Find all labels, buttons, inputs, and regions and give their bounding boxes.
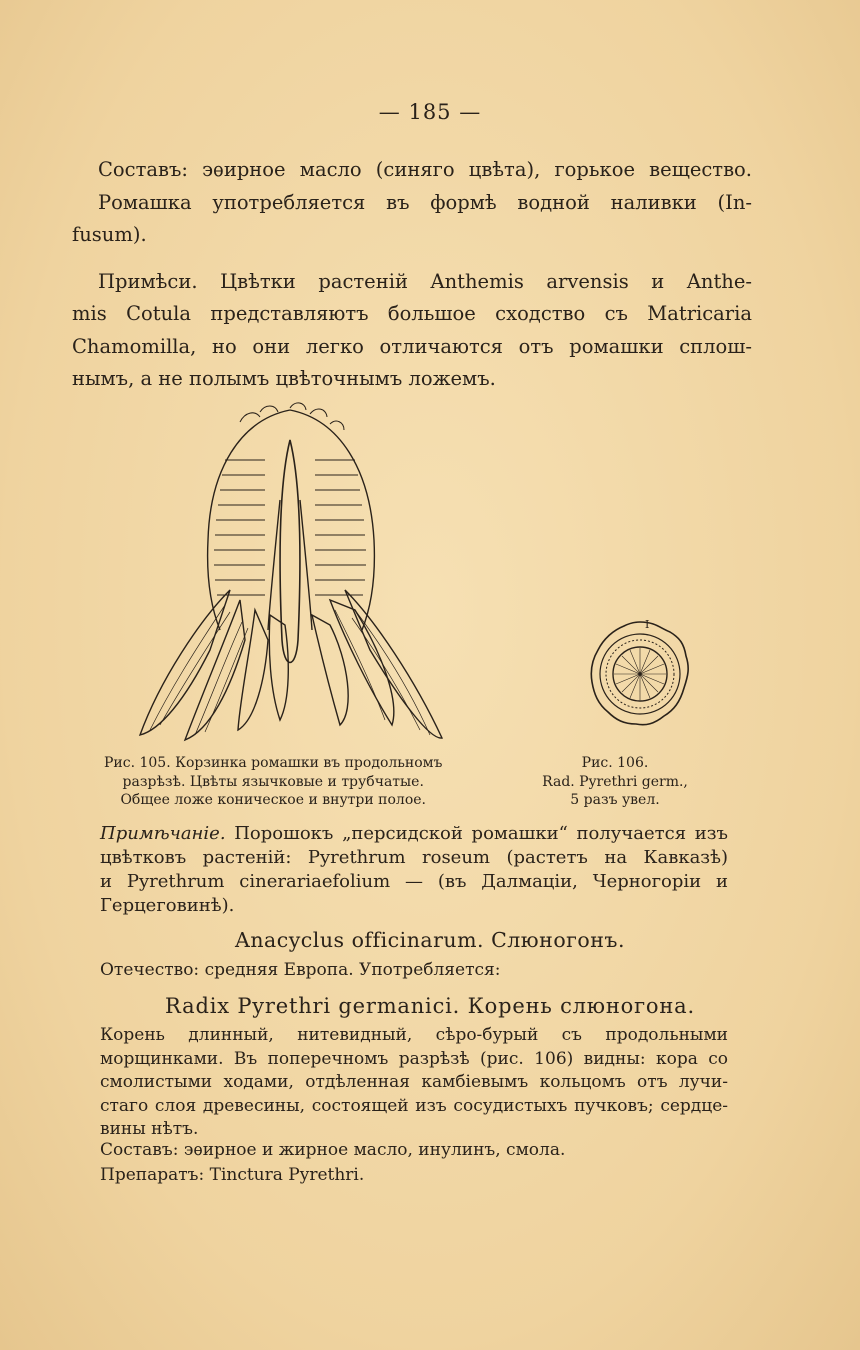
figure-105-caption-line-1: Рис. 105. Корзинка ромашки въ продольномъ [104,755,443,771]
section-subheading: Radix Pyrethri germanici. Корень слюногона. [165,994,695,1018]
figure-105-chamomile-section [130,400,450,745]
note-line-1 [100,822,728,846]
composition-line: Составъ: эѳирное масло (синяго цвѣта), горькое вещество. [98,158,752,181]
top-paragraphs [72,154,752,396]
figure-106-caption-line-2: Rad. Pyrethri germ., [542,773,688,790]
figure-106-mark: I [645,618,650,631]
impurities-line-3: Chamomilla, но они легко отличаются отъ ромашки сплош- [72,334,752,358]
usage-line-1: Ромашка употребляется въ формѣ водной наливки (In- [98,190,752,214]
figure-106-caption-line-3: 5 разъ увел. [570,792,660,808]
description-line-3: смолистыми ходами, отдѣленная камбіевымъ кольцомъ отъ лучи- [100,1072,728,1092]
description-line-5: вины нѣтъ. [100,1119,199,1139]
origin-line: Отечество: средняя Европа. Употребляется: [100,960,501,980]
usage-line-2: fusum). [72,223,147,246]
figure-105-caption-line-3: Общее ложе коническое и внутри полое. [120,792,426,808]
description-line-2: морщинками. Въ поперечномъ разрѣзѣ (рис. 106) видны: кора со [100,1048,728,1069]
composition-line-2: Составъ: эѳирное и жирное масло, инулинъ, смола. [100,1140,566,1160]
note-line-3: и Pyrethrum cinerariaefolium — (въ Далмаціи, Черногоріи и [100,871,728,892]
description-line-4: стаго слоя древесины, состоящей изъ сосудистыхъ пучковъ; сердце- [100,1095,728,1116]
impurities-line-4: нымъ, а не полымъ цвѣточнымъ ложемъ. [72,367,496,390]
figure-105-caption [104,754,442,810]
page-number: — 185 — [378,100,482,124]
description-line-1: Корень длинный, нитевидный, сѣро-бурый съ продольными [100,1025,728,1045]
note-line-1-text: Порошокъ „персидской ромашки“ получается изъ [225,823,728,844]
figure-106-caption [530,754,700,810]
note-label: Примѣчаніе. [100,823,226,844]
impurities-line-2: mis Cotula представляютъ большое сходство съ Matricaria [72,302,752,325]
note-line-4: Герцеговинѣ). [100,895,235,916]
note-line-2: цвѣтковъ растеній: Pyrethrum roseum (растетъ на Кавказѣ) [100,847,728,868]
figure-106-caption-line-1: Рис. 106. [581,755,649,771]
section-heading: Anacyclus officinarum. Слюногонъ. [235,928,625,952]
preparation-line: Препаратъ: Tinctura Pyrethri. [100,1165,365,1185]
impurities-line-1: Примѣси. Цвѣтки растеній Anthemis arvensis и Anthe- [98,269,752,293]
figure-105-caption-line-2: разрѣзѣ. Цвѣты язычковые и трубчатые. [122,773,424,790]
figure-106-root-cross-section [580,610,700,740]
description-paragraph [100,1024,728,1142]
note-paragraph [100,822,728,918]
